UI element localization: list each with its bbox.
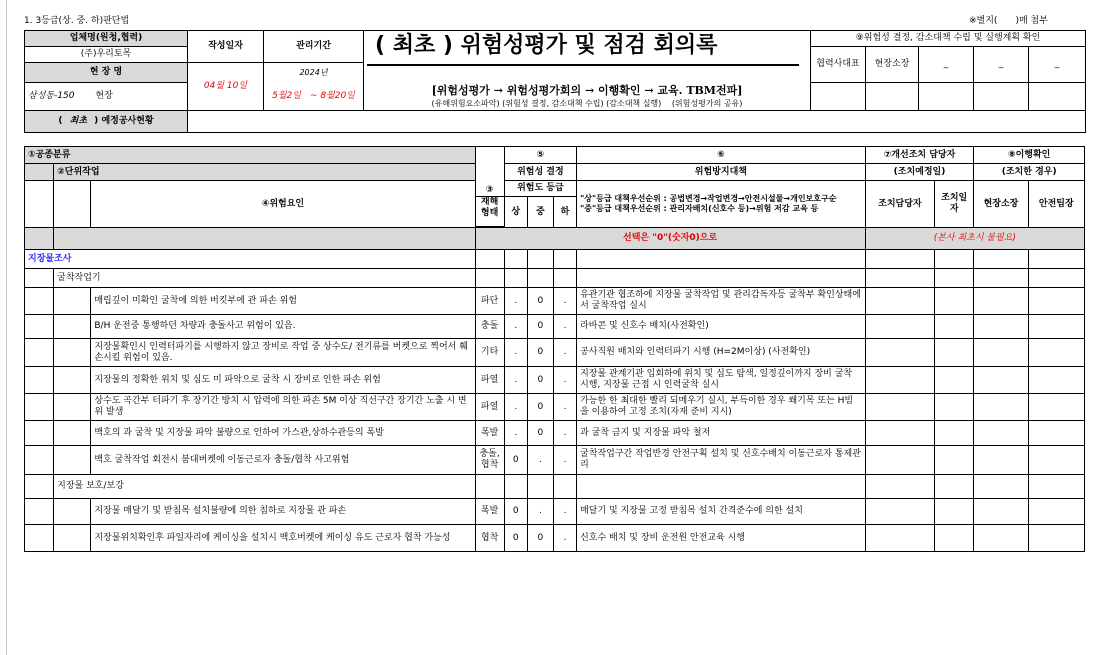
category-sub-1: 굴착작업기 [54,269,475,288]
grade-low-value[interactable]: . [553,394,576,421]
col-blank-b [54,181,91,228]
site-value[interactable]: 삼성동-150 [28,91,75,101]
confirm-blank-3[interactable] [1029,83,1086,111]
date-label: 작성일자 [188,31,264,63]
risk-factor[interactable]: 백호의 과 굴착 및 지장물 파악 불량으로 인하여 가스관,상하수관등의 폭발 [91,421,475,446]
header-table [24,30,1086,133]
form-title: ( 최초 ) 위험성평가 및 점검 회의록 [375,33,718,58]
col-improve-date: 조치일자 [935,181,974,228]
grade-mid-value[interactable]: 0 [527,525,553,552]
confirm-sign-1[interactable]: _ [919,47,974,83]
prevention-measure[interactable]: 지장물 관계기관 입회하에 위치 및 심도 탐색, 일정깊이까지 장비 굴착 시행, 지장물 근접 시 인력굴착 실시 [577,367,866,394]
hazard-type[interactable]: 파단 [475,288,504,315]
col-risk: ④위험요인 [91,181,475,228]
col-improve-sub: (조치예정일) [865,164,974,181]
grade-low-value[interactable]: . [553,446,576,475]
attachment-note: ※별지( )매 첨부 [969,16,1048,26]
col-confirm-sub: (조치한 경우) [974,164,1085,181]
hazard-type[interactable]: 파열 [475,394,504,421]
table-row [25,339,1085,367]
risk-factor[interactable]: 백호 굴착작업 회전시 붐대버켓에 이동근로자 충돌/협착 사고위험 [91,446,475,475]
grade-mid-value[interactable]: 0 [527,339,553,367]
risk-table [24,146,1085,552]
company-value: (주)우리토목 [25,47,188,63]
prevention-measure[interactable]: 과 굴착 금지 및 지장물 파악 철저 [577,421,866,446]
col-improve-owner: 조치담당자 [865,181,934,228]
schedule-value[interactable] [188,111,1086,133]
flow-cell [364,83,811,111]
prevention-measure[interactable]: 가능한 한 최대한 빨리 되메우기 실시, 부득이한 경우 쐐기목 또는 H빔을 이용하여 고정 조치(자재 준비 지시) [577,394,866,421]
process-flow-sub: (유해위험요소파악) (위험성 결정, 감소대책 수립) (감소대책 실행) (위험성평가의 공유) [431,98,743,108]
confirm-blank-1[interactable] [919,83,974,111]
grade-high: 상 [504,197,527,228]
prevention-measure[interactable]: 유관기관 협조하에 지장물 굴착작업 및 관리감독자등 굴착부 확인상태에서 굴착작업 실시 [577,288,866,315]
table-row [25,367,1085,394]
grade-mid-value[interactable]: 0 [527,421,553,446]
table-row [25,394,1085,421]
process-flow: [위험성평가 → 위험성평가회의 → 이행확인 → 교육. TBM전파] [431,83,743,97]
grade-mid-value[interactable]: 0 [527,288,553,315]
grade-mid-value[interactable]: . [527,499,553,525]
col-measure-notes [577,181,866,228]
method-label: 1. 3등급(상. 중. 하)판단법 [24,16,130,26]
site-label: 현 장 명 [25,63,188,83]
hazard-type[interactable]: 충돌,협착 [475,446,504,475]
table-row [25,288,1085,315]
col-confirm-mgr: 현장소장 [974,181,1028,228]
grade-high-value[interactable]: . [504,288,527,315]
table-row [25,421,1085,446]
grade-high-value[interactable]: . [504,421,527,446]
period-value[interactable]: 5월2일 ~ 8월20일 [264,83,364,111]
prevention-measure[interactable]: 신호수 배치 및 장비 운전원 안전교육 시행 [577,525,866,552]
risk-factor[interactable]: 지장물의 정확한 위치 및 심도 미 파악으로 굴착 시 장비로 인한 파손 위험 [91,367,475,394]
col-process-spacer [25,164,54,181]
site-suffix: 현장 [95,91,113,101]
grade-mid-value[interactable]: 0 [527,394,553,421]
grade-mid-value[interactable]: 0 [527,315,553,339]
grade-high-value[interactable]: 0 [504,446,527,475]
prevention-measure[interactable]: 공사직원 배치와 인력터파기 시행 (H=2M이상) (사전확인) [577,339,866,367]
hazard-type[interactable]: 기타 [475,339,504,367]
schedule-mark: 최초 [69,116,88,126]
prevention-measure[interactable]: 매달기 및 지장물 고정 받침목 설치 간격준수에 의한 설치 [577,499,866,525]
risk-factor[interactable]: 매립깊이 미확인 굴착에 의한 버킷부에 관 파손 위험 [91,288,475,315]
grade-high-value[interactable]: 0 [504,525,527,552]
confirm-mgr-sign[interactable] [866,83,919,111]
col-process: ①공종분류 [25,147,476,164]
period-label: 관리기간 [264,31,364,63]
category-main: 지장물조사 [25,250,476,269]
grade-low-value[interactable]: . [553,367,576,394]
confirm-rep-sign[interactable] [811,83,866,111]
grade-high-value[interactable]: . [504,367,527,394]
site-value-cell [25,83,188,111]
grade-mid-value[interactable]: 0 [527,367,553,394]
grade-low-value[interactable]: . [553,499,576,525]
col-blank-a [25,181,54,228]
grade-high-value[interactable]: . [504,315,527,339]
grade-high-value[interactable]: . [504,339,527,367]
hazard-type[interactable]: 폭발 [475,421,504,446]
table-row [25,446,1085,475]
hazard-type[interactable]: 협착 [475,525,504,552]
category-sub-2: 지장물 보호/보강 [54,475,475,499]
grade-high-value[interactable]: . [504,394,527,421]
grade-low-value[interactable]: . [553,421,576,446]
notice-blank-b [54,228,475,250]
schedule-label-cell: ( 최초 ) 예정공사현황 [25,111,188,133]
measure-note-high: "상"등급 대책우선순위 : 공법변경→작업변경→안전시설물→개인보호구순 [580,194,837,203]
col-decision-num: ⑤ [504,147,576,164]
prevention-measure[interactable]: 굴착작업구간 작업반경 안전구획 설치 및 신호수배치 이동근로자 통제관리 [577,446,866,475]
col-confirm-title: ⑧이행확인 [974,147,1085,164]
confirm-rep-label: 협력사대표 [811,47,866,83]
hazard-type[interactable]: 충돌 [475,315,504,339]
col-decision-title: 위험성 결정 [504,164,576,181]
select-notice: 선택은 "0"(숫자0)으로 [475,228,865,250]
grade-low-value[interactable]: . [553,315,576,339]
risk-factor[interactable]: B/H 운전중 통행하던 차량과 충돌사고 위험이 있음. [91,315,475,339]
date-value[interactable]: 04월 10일 [188,63,264,111]
col-grade: 위험도 등급 [504,181,576,197]
col-type-num: ③ [475,147,504,197]
grade-low-value[interactable]: . [553,288,576,315]
confirm-sign-2[interactable]: _ [974,47,1029,83]
left-edge-line [6,0,7,655]
col-improve-title: ⑦개선조치 담당자 [865,147,974,164]
confirm-title: ⑨위험성 결정, 감소대책 수립 및 실행계획 확인 [811,31,1086,47]
risk-factor[interactable]: 상수도 곡간부 터파기 후 장기간 방치 시 압력에 의한 파손 5M 이상 직선구간 장기간 노출 시 변위 발생 [91,394,475,421]
period-year[interactable]: 2024년 [264,63,364,83]
col-measure-title: 위험방지대책 [577,164,866,181]
risk-factor[interactable]: 지장물 매달기 및 받침목 설치불량에 의한 침하로 지장물 관 파손 [91,499,475,525]
hq-notice: (본사 최초시 불필요) [865,228,1084,250]
form-title-cell [364,31,811,83]
table-row [25,525,1085,552]
confirm-blank-2[interactable] [974,83,1029,111]
hazard-type[interactable]: 폭발 [475,499,504,525]
risk-factor[interactable]: 지장물위치확인후 파일자리에 케이싱을 설치시 백호버켓에 케이싱 유도 근로자 협착 가능성 [91,525,475,552]
measure-note-mid: "중"등급 대책우선순위 : 관리자배치(신호수 등)→위험 저감 교육 등 [580,204,819,213]
notice-blank-a [25,228,54,250]
confirm-sign-3[interactable]: _ [1029,47,1086,83]
table-row [25,499,1085,525]
grade-mid: 중 [527,197,553,228]
grade-low: 하 [553,197,576,228]
grade-high-value[interactable]: 0 [504,499,527,525]
hazard-type[interactable]: 파열 [475,367,504,394]
col-measure-num: ⑥ [577,147,866,164]
prevention-measure[interactable]: 라바콘 및 신호수 배치(사전확인) [577,315,866,339]
risk-factor[interactable]: 지장물확인시 인력터파기를 시행하지 않고 장비로 작업 중 상수도/ 전기류를 버켓으로 찍어서 훼손시킬 위험이 있음. [91,339,475,367]
company-label: 업체명(원청,협력) [25,31,188,47]
col-type: 재해형태 [475,197,504,227]
grade-low-value[interactable]: . [553,339,576,367]
grade-low-value[interactable]: . [553,525,576,552]
col-confirm-safety: 안전팀장 [1028,181,1084,228]
col-unit-work: ②단위작업 [54,164,475,181]
grade-mid-value[interactable]: . [527,446,553,475]
confirm-mgr-label: 현장소장 [866,47,919,83]
table-row [25,315,1085,339]
